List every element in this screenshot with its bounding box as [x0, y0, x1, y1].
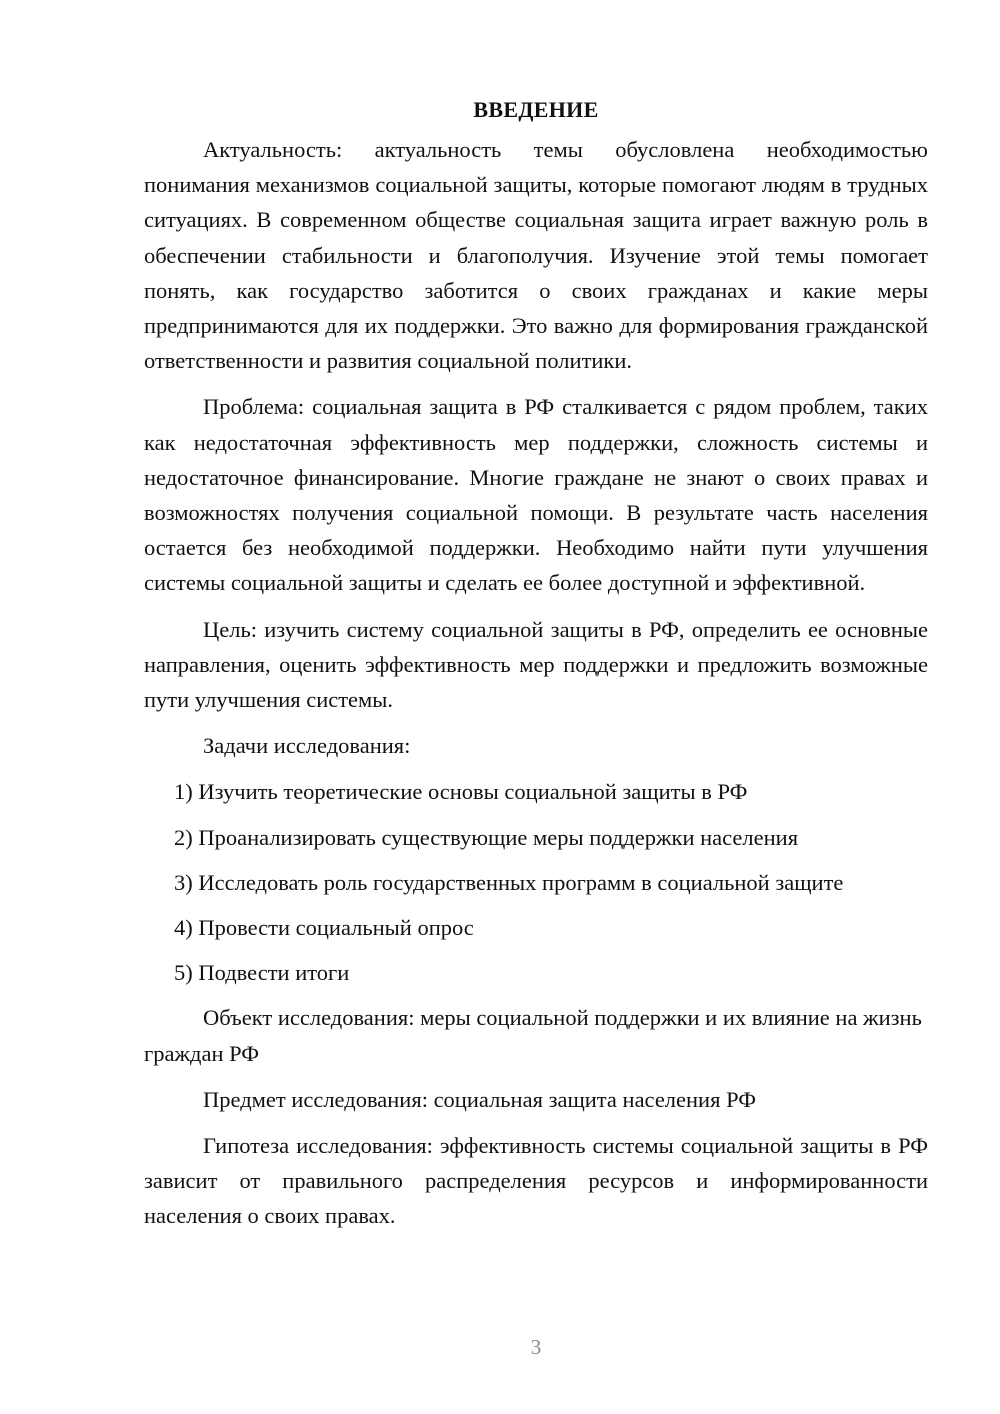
list-item: 5) Подвести итоги: [174, 960, 350, 986]
goal-paragraph: Цель: изучить систему социальной защиты в РФ, определить ее основные направления, оценить эффективность мер поддержки и предложить возможные пути улучшения системы.: [144, 616, 928, 713]
tasks-list: [144, 774, 928, 990]
relevance-paragraph: Актуальность: актуальность темы обусловлена необходимостью понимания механизмов социальной защиты, которые помогают людям в трудных ситуациях. В современном обществе социальная защита играет важную роль в обеспечении стабильности и благополучия. Изучение этой темы помогает понять, как государство заботится о своих гражданах и какие меры предпринимаются для их поддержки. Это важно для формирования гражданской ответственности и развития социальной политики.: [144, 137, 928, 374]
problem-paragraph: Проблема: социальная защита в РФ сталкивается с рядом проблем, таких как недостаточная эффективность мер поддержки, сложность системы и недостаточное финансирование. Многие граждане не знают о своих правах и возможностях получения социальной помощи. В результате часть населения остается без необходимой поддержки. Необходимо найти пути улучшения системы социальной защиты и сделать ее более доступной и эффективной.: [144, 394, 928, 596]
hypothesis-paragraph: Гипотеза исследования: эффективность системы социальной защиты в РФ зависит от правильного распределения ресурсов и информированности населения о своих правах.: [144, 1133, 928, 1229]
list-item: 3) Исследовать роль государственных программ в социальной защите: [174, 869, 844, 895]
list-item: 4) Провести социальный опрос: [174, 915, 474, 941]
list-item: 2) Проанализировать существующие меры поддержки населения: [174, 824, 799, 850]
subject-paragraph: Предмет исследования: социальная защита населения РФ: [203, 1086, 756, 1112]
page-number: 3: [530, 1335, 542, 1359]
document-body: [144, 92, 928, 1245]
object-paragraph: Объект исследования: меры социальной поддержки и их влияние на жизнь граждан РФ: [144, 1005, 922, 1066]
tasks-title: Задачи исследования:: [203, 733, 411, 759]
list-item: 1) Изучить теоретические основы социальной защиты в РФ: [174, 779, 748, 805]
section-heading: ВВЕДЕНИЕ: [473, 97, 599, 122]
